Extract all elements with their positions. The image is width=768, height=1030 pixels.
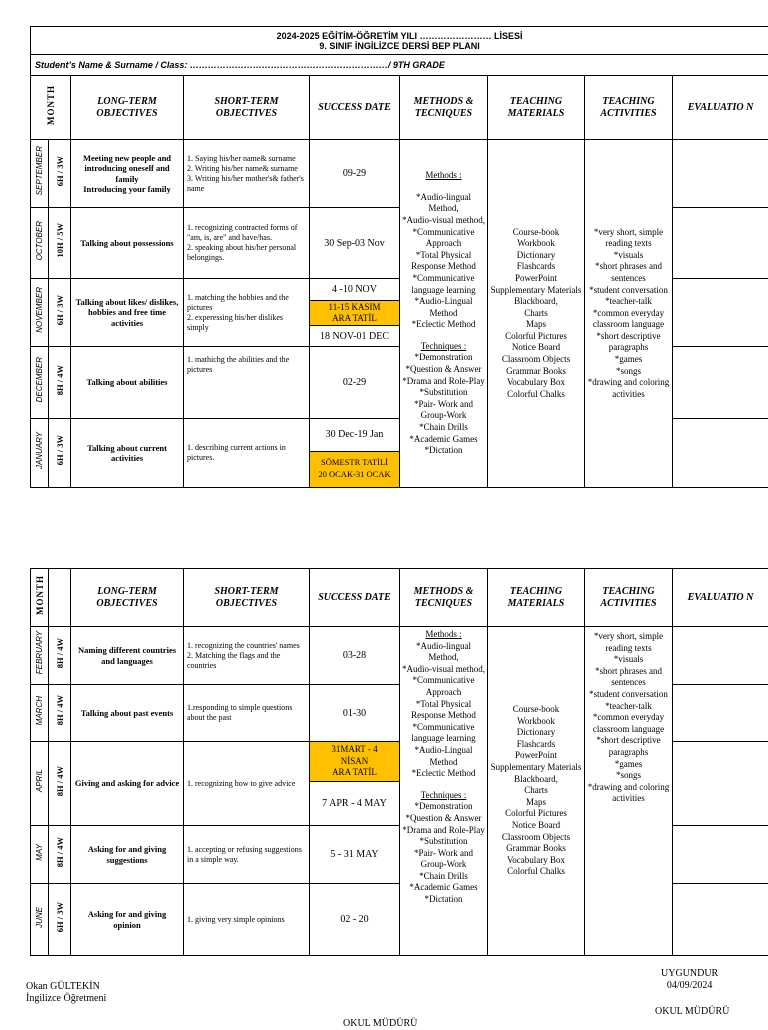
holiday-cell: 11-15 KASIM ARA TATİL [310,301,400,326]
methods-header: METHODS & TECNIQUES [400,569,488,627]
activities-header: TEACHING ACTIVITIES [585,76,673,140]
long-term-objective: Talking about current activities [71,419,184,488]
plan-table-term1 [30,26,768,488]
activities-header: TEACHING ACTIVITIES [585,569,673,627]
success-date-header: SUCCESS DATE [310,76,400,140]
methods-header: METHODS & TECNIQUES [400,76,488,140]
evaluation-cell [673,826,768,884]
materials-header: TEACHING MATERIALS [488,569,585,627]
success-date: 03-28 [310,627,400,685]
materials-cell: Course-book Workbook Dictionary Flashcards PowerPoint Supplementary Materials Blackboard, Charts Maps Colorful Pictures Notice Board Classroom Objects Grammar Books Vocabulary Box Colorful Chalks [488,140,585,488]
short-term-header: SHORT-TERM OBJECTIVES [184,569,310,627]
methods-cell [400,627,488,956]
weeks-cell: 8H / 4W [49,347,71,419]
evaluation-header: EVALUATIO N [673,569,768,627]
long-term-objective: Asking for and giving opinion [71,884,184,956]
evaluation-cell [673,279,768,347]
weeks-cell: 8H / 4W [49,742,71,826]
techniques-list: *Demonstration *Question & Answer *Drama and Role-Play *Substitution *Pair- Work and Group-Work *Chain Drills *Academic Games *Dictation [400,801,487,905]
activities-cell: *very short, simple reading texts *visuals *short phrases and sentences *student conversation *teacher-talk *common everyday classroom language *short descriptive paragraphs *games *songs *drawing and coloring activities [585,627,673,956]
evaluation-cell [673,742,768,826]
short-term-objective: 1. accepting or refusing suggestions in a simple way. [184,826,310,884]
month-cell: NOVEMBER [31,279,49,347]
teacher-signature [26,981,106,1005]
methods-cell [400,140,488,488]
long-term-objective: Talking about past events [71,685,184,742]
month-column-header: MONTH [31,76,71,140]
weeks-cell: 6H / 3W [49,279,71,347]
title-line-2: 9. SINIF İNGİLİZCE DERSİ BEP PLANI [31,41,768,51]
success-date: 7 APR - 4 MAY [310,782,400,826]
short-term-objective: 1. matching the hobbies and the pictures 2. experessing his/her dislikes simply [184,279,310,347]
success-date: 18 NOV-01 DEC [310,326,400,347]
techniques-list: *Demonstration *Question & Answer *Drama and Role-Play *Substitution *Pair- Work and Group-Work *Chain Drills *Academic Games *Dictation [400,352,487,456]
student-info: Student’s Name & Surname / Class: …………………………………………………………/ 9TH GRADE [31,55,768,76]
teacher-title: İngilizce Öğretmeni [26,993,106,1005]
methods-title: Methods : [400,170,487,182]
success-date: 4 -10 NOV [310,279,400,301]
month-cell: FEBRUARY [31,627,49,685]
activities-cell: *very short, simple reading texts *visuals *short phrases and sentences *student conversation *teacher-talk *common everyday classroom language *short descriptive paragraphs *games *songs *drawing and coloring activities [585,140,673,488]
short-term-objective: 1. describing current actions in pictures. [184,419,310,488]
principal-label: OKUL MÜDÜRÜ [655,1006,729,1018]
month-cell: OCTOBER [31,208,49,279]
short-term-objective: 1. recognizing how to give advice [184,742,310,826]
long-term-objective: Naming different countries and languages [71,627,184,685]
long-term-header: LONG-TERM OBJECTIVES [71,569,184,627]
short-term-objective: 1. mathichg the abilities and the pictures [184,347,310,419]
month-cell: MAY [31,826,49,884]
evaluation-cell [673,140,768,208]
long-term-objective: Talking about possessions [71,208,184,279]
materials-header: TEACHING MATERIALS [488,76,585,140]
evaluation-header: EVALUATIO N [673,76,768,140]
evaluation-cell [673,627,768,685]
month-column-header: MONTH [31,569,49,627]
long-term-header: LONG-TERM OBJECTIVES [71,76,184,140]
evaluation-cell [673,419,768,488]
weeks-cell: 8H / 4W [49,627,71,685]
success-date: 30 Dec-19 Jan [310,419,399,452]
short-term-objective: 1. recognizing the countries' names 2. Matching the flags and the countries [184,627,310,685]
evaluation-cell [673,347,768,419]
success-date: 5 - 31 MAY [310,826,400,884]
methods-list: *Audio-lingual Method, *Audio-visual method, *Communicative Approach *Total Physical Response Method *Communicative language learning *Audio-Lingual Method *Eclectic Method [400,641,487,780]
methods-title: Methods : [400,629,487,641]
long-term-objective: Talking about likes/ dislikes, hobbies and free time activities [71,279,184,347]
holiday-cell: SÖMESTR TATİLİ 20 OCAK-31 OCAK [310,452,399,487]
methods-list: *Audio-lingual Method, *Audio-visual method, *Communicative Approach *Total Physical Response Method *Communicative language learning *Audio-Lingual Method *Eclectic Method [400,192,487,331]
teacher-name: Okan GÜLTEKİN [26,981,106,993]
long-term-objective: Meeting new people and introducing oneself and family Introducing your family [71,140,184,208]
weeks-cell: 6H / 3W [49,884,71,956]
weeks-cell: 6H / 3W [49,419,71,488]
techniques-title: Techniques : [400,790,487,802]
month-cell: DECEMBER [31,347,49,419]
weeks-cell: 8H / 4W [49,685,71,742]
short-term-objective: 1. recognizing contracted forms of "am, is, are" and have/has. 2. speaking about his/her personal belongings. [184,208,310,279]
short-term-objective: 1.responding to simple questions about the past [184,685,310,742]
holiday-cell: 31MART - 4 NİSAN ARA TATİL [310,742,400,782]
month-cell: MARCH [31,685,49,742]
evaluation-cell [673,208,768,279]
success-date: 01-30 [310,685,400,742]
approval-block [661,968,718,992]
title-line-1: 2024-2025 EĞİTİM-ÖĞRETİM YILI …………………… LİSESİ [31,31,768,41]
approval-label: UYGUNDUR [661,968,718,980]
evaluation-cell [673,685,768,742]
month-cell: APRIL [31,742,49,826]
success-date-header: SUCCESS DATE [310,569,400,627]
success-date: 30 Sep-03 Nov [310,208,400,279]
long-term-objective: Asking for and giving suggestions [71,826,184,884]
month-cell: SEPTEMBER [31,140,49,208]
principal-label-cut: OKUL MÜDÜRÜ [343,1018,417,1030]
short-term-objective: 1. Saying his/her name& surname 2. Writing his/her name& surname 3. Writing his/her mother's& father's name [184,140,310,208]
weeks-column-header [49,569,71,627]
short-term-objective: 1. giving very simple opinions [184,884,310,956]
short-term-header: SHORT-TERM OBJECTIVES [184,76,310,140]
weeks-cell: 10H / 5W [49,208,71,279]
success-date: 02-29 [310,347,400,419]
success-date: 09-29 [310,140,400,208]
plan-title [31,27,768,55]
long-term-objective: Giving and asking for advice [71,742,184,826]
evaluation-cell [673,884,768,956]
weeks-cell: 8H / 4W [49,826,71,884]
techniques-title: Techniques : [400,341,487,353]
month-cell: JUNE [31,884,49,956]
materials-cell: Course-book Workbook Dictionary Flashcards PowerPoint Supplementary Materials Blackboard, Charts Maps Colorful Pictures Notice Board Classroom Objects Grammar Books Vocabulary Box Colorful Chalks [488,627,585,956]
long-term-objective: Talking about abilities [71,347,184,419]
success-date: 02 - 20 [310,884,400,956]
approval-date: 04/09/2024 [661,980,718,992]
weeks-cell: 6H / 3W [49,140,71,208]
success-date-cell [310,419,400,488]
plan-table-term2 [30,568,768,956]
month-cell: JANUARY [31,419,49,488]
